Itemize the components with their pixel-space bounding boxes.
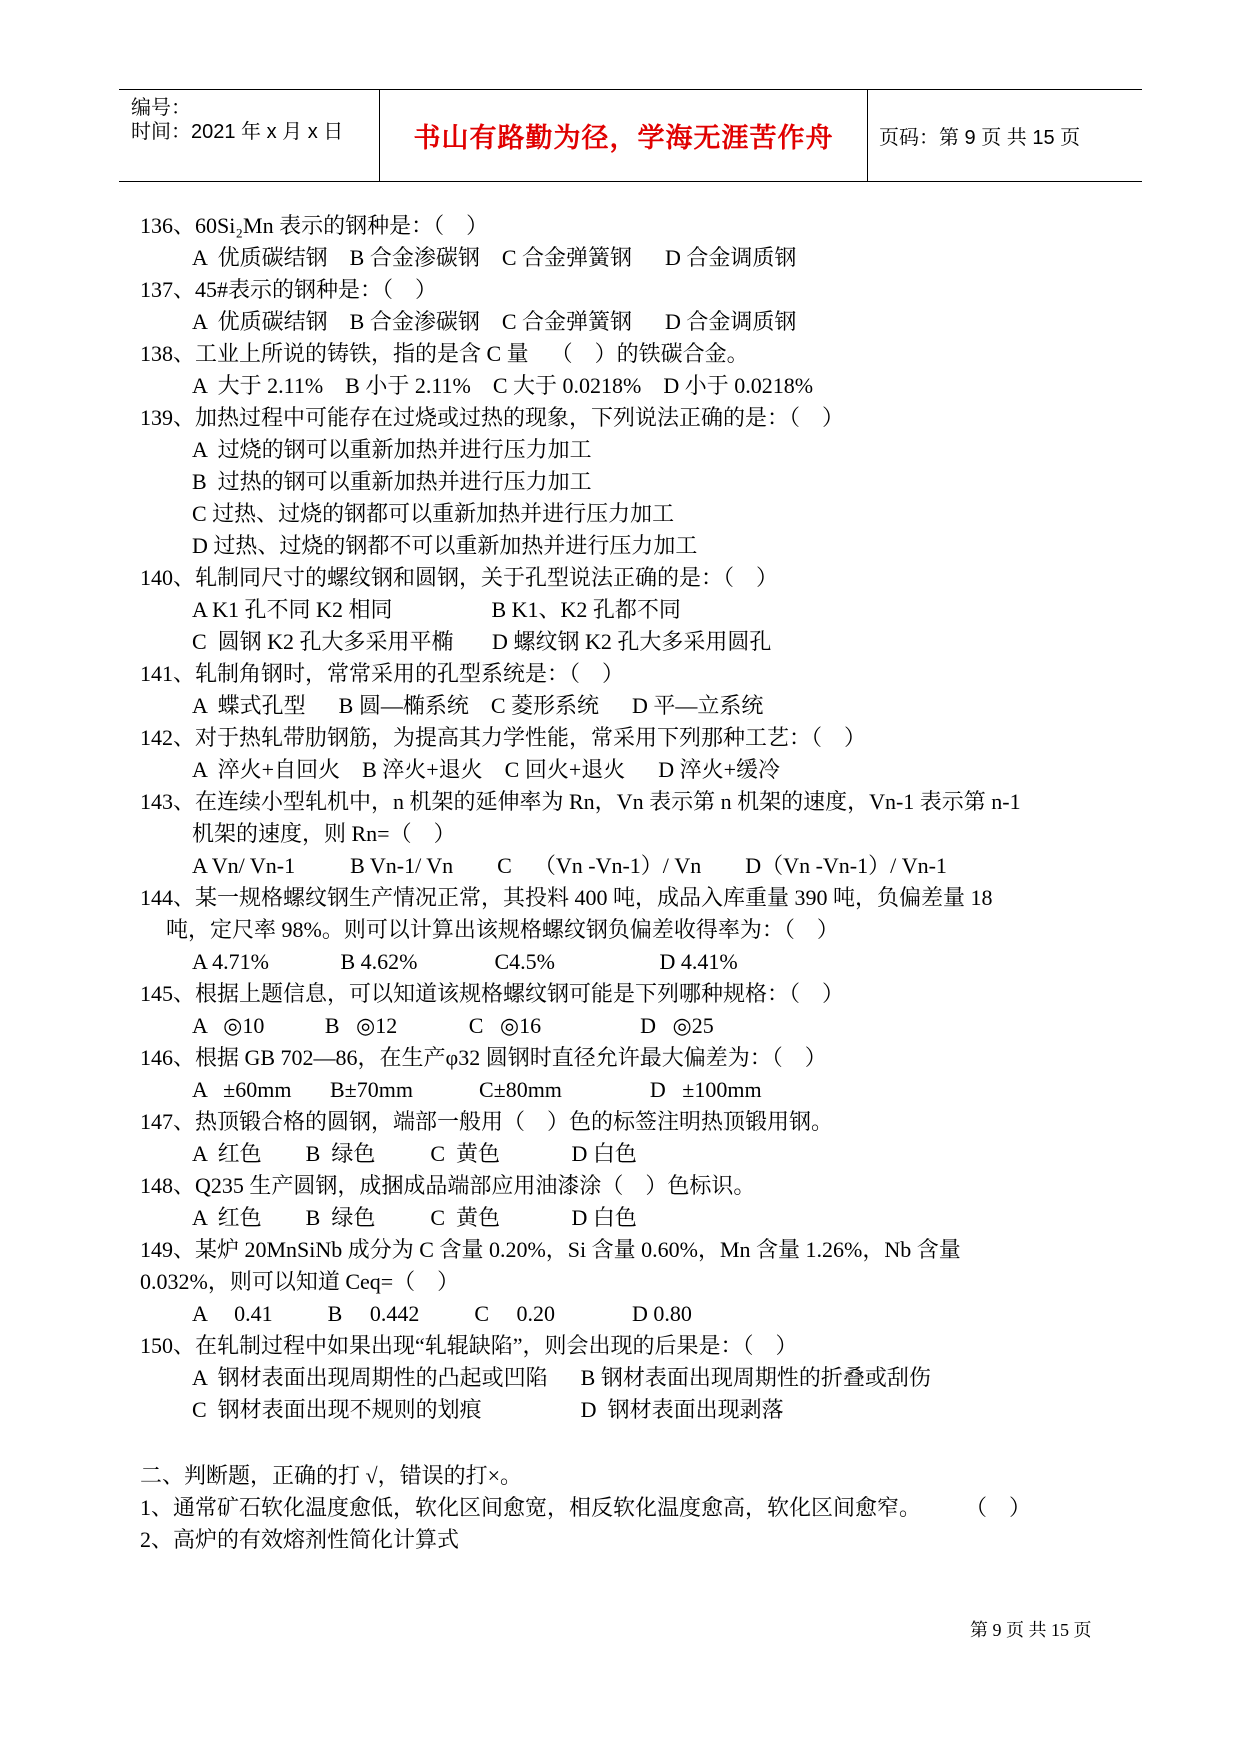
page-footer: 第 9 页 共 15 页 [970,1620,1092,1640]
page-header [119,89,1142,182]
question-148: 148、Q235 生产圆钢，成捆成品端部应用油漆涂（ ）色标识。 [140,1173,756,1198]
question-149: 149、某炉 20MnSiNb 成分为 C 含量 0.20%，Si 含量 0.60%，Mn 含量 1.26%，Nb 含量 [140,1237,961,1262]
judgement-question-1: 1、通常矿石软化温度愈低，软化区间愈宽，相反软化温度愈高，软化区间愈窄。 （ ） [140,1495,1032,1520]
question-150-options-cd: C 钢材表面出现不规则的划痕 D 钢材表面出现剥落 [192,1397,784,1422]
question-140-options-ab: A K1 孔不同 K2 相同 B K1、K2 孔都不同 [192,597,681,622]
question-144-cont: 吨，定尺率 98%。则可以计算出该规格螺纹钢负偏差收得率为：（ ） [166,917,839,942]
document-time-label: 时间：2021 年 x 月 x 日 [131,121,344,143]
question-136-options: A 优质碳结钢 B 合金渗碳钢 C 合金弹簧钢 D 合金调质钢 [192,245,797,270]
judgement-question-2: 2、高炉的有效熔剂性简化计算式 [140,1527,460,1552]
question-149-cont: 0.032%，则可以知道 Ceq=（ ） [140,1269,460,1294]
question-144-options: A 4.71% B 4.62% C4.5% D 4.41% [192,949,738,974]
question-147-options: A 红色 B 绿色 C 黄色 D 白色 [192,1141,637,1166]
header-page-cell [867,90,1142,181]
question-139: 139、加热过程中可能存在过烧或过热的现象，下列说法正确的是：（ ） [140,405,845,430]
question-148-options: A 红色 B 绿色 C 黄色 D 白色 [192,1205,637,1230]
question-139-option-b: B 过热的钢可以重新加热并进行压力加工 [192,469,592,494]
header-page-number: 页码：第 9 页 共 15 页 [879,127,1081,149]
question-150: 150、在轧制过程中如果出现“轧辊缺陷”，则会出现的后果是：（ ） [140,1333,798,1358]
question-147: 147、热顶锻合格的圆钢，端部一般用（ ）色的标签注明热顶锻用钢。 [140,1109,834,1134]
question-150-options-ab: A 钢材表面出现周期性的凸起或凹陷 B 钢材表面出现周期性的折叠或刮伤 [192,1365,931,1390]
question-140-options-cd: C 圆钢 K2 孔大多采用平椭 D 螺纹钢 K2 孔大多采用圆孔 [192,629,772,654]
question-139-option-a: A 过烧的钢可以重新加热并进行压力加工 [192,437,592,462]
question-144: 144、某一规格螺纹钢生产情况正常，其投料 400 吨，成品入库重量 390 吨，负偏差量 18 [140,885,993,910]
question-141-options: A 蝶式孔型 B 圆—椭系统 C 菱形系统 D 平—立系统 [192,693,764,718]
question-136: 136、60Si₂Mn 表示的钢种是：（ ） [140,213,489,238]
question-143-options: A Vn/ Vn-1 B Vn-1/ Vn C （Vn -Vn-1）/ Vn D（Vn -Vn-1）/ Vn-1 [192,853,947,878]
question-139-option-c: C 过热、过烧的钢都可以重新加热并进行压力加工 [192,501,675,526]
question-140: 140、轧制同尺寸的螺纹钢和圆钢，关于孔型说法正确的是：（ ） [140,565,779,590]
question-138: 138、工业上所说的铸铁，指的是含 C 量 （ ）的铁碳合金。 [140,341,749,366]
question-145-options: A ◎10 B ◎12 C ◎16 D ◎25 [192,1013,714,1038]
question-141: 141、轧制角钢时，常常采用的孔型系统是：（ ） [140,661,625,686]
question-142-options: A 淬火+自回火 B 淬火+退火 C 回火+退火 D 淬火+缓冷 [192,757,781,782]
question-142: 142、对于热轧带肋钢筋，为提高其力学性能，常采用下列那种工艺：（ ） [140,725,867,750]
header-meta [119,90,379,181]
question-137-options: A 优质碳结钢 B 合金渗碳钢 C 合金弹簧钢 D 合金调质钢 [192,309,797,334]
question-145: 145、根据上题信息，可以知道该规格螺纹钢可能是下列哪种规格：（ ） [140,981,845,1006]
question-146-options: A ±60mm B±70mm C±80mm D ±100mm [192,1077,762,1102]
question-143-cont: 机架的速度，则 Rn=（ ） [192,821,456,846]
question-139-option-d: D 过热、过烧的钢都不可以重新加热并进行压力加工 [192,533,698,558]
header-motto: 书山有路勤为径，学海无涯苦作舟 [413,123,834,154]
question-149-options: A 0.41 B 0.442 C 0.20 D 0.80 [192,1301,692,1326]
question-137: 137、45#表示的钢种是：（ ） [140,277,438,302]
header-motto-cell [379,90,868,181]
question-143: 143、在连续小型轧机中，n 机架的延伸率为 Rn，Vn 表示第 n 机架的速度，Vn-1 表示第 n-1 [140,789,1021,814]
section-heading-judgement: 二、判断题，正确的打 √，错误的打×。 [140,1463,522,1488]
question-138-options: A 大于 2.11% B 小于 2.11% C 大于 0.0218% D 小于 0.0218% [192,373,814,398]
document-number-label: 编号： [131,97,191,119]
question-146: 146、根据 GB 702—86，在生产φ32 圆钢时直径允许最大偏差为：（ ） [140,1045,827,1070]
